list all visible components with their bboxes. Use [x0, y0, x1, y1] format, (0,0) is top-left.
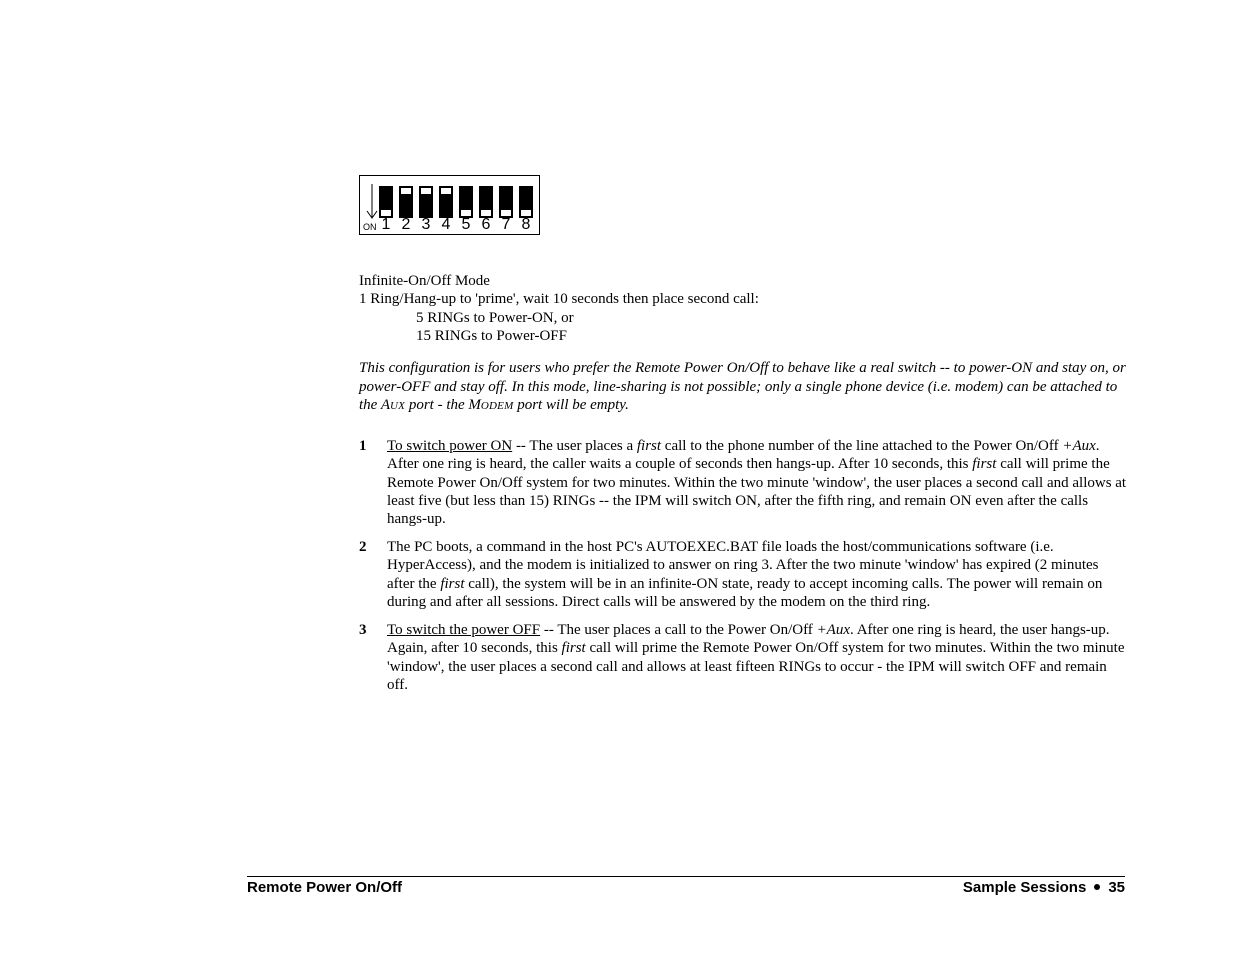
switch-number-2: 2: [401, 216, 411, 233]
switch-number-8: 8: [521, 216, 531, 233]
step-2: [359, 538, 1129, 611]
switch-number-5: 5: [461, 216, 471, 233]
footer-chapter-title: Remote Power On/Off: [247, 879, 403, 896]
on-label: ON: [363, 222, 377, 232]
dip-switch-8: [519, 186, 533, 218]
switch-number-3: 3: [421, 216, 431, 233]
switch-power-off-link: To switch the power OFF: [387, 622, 541, 638]
switch-number-4: 4: [441, 216, 451, 233]
switch-power-on-link: To switch power ON: [387, 438, 513, 454]
switch-number-7: 7: [501, 216, 511, 233]
step-number: 2: [359, 539, 367, 555]
step-3: [359, 621, 1129, 694]
switch-number-6: 6: [481, 216, 491, 233]
step-1: [359, 437, 1129, 528]
dip-switch-7: [499, 186, 513, 218]
configuration-note: This configuration is for users who prefer the Remote Power On/Off to behave like a real switch -- to power-ON and stay on, or power-OFF and stay off. In this mode, line-sharing is not possible; only a single phone device (i.e. modem) can be attached to the AUX port - the MODEM port will be empty.: [359, 360, 1126, 413]
dip-switch-4: [439, 186, 453, 218]
dip-switch-3: [419, 186, 433, 218]
arrow-down-icon: [365, 184, 379, 220]
footer-section-title: Sample Sessions: [962, 879, 1087, 896]
dip-switch-6: [479, 186, 493, 218]
page-number: 35: [1108, 879, 1125, 896]
dip-switch-diagram: [359, 175, 540, 235]
mode-power-on-line: 5 RINGs to Power-ON, or: [416, 310, 574, 326]
switch-number-1: 1: [381, 216, 391, 233]
footer-section: [963, 879, 1125, 897]
step-text: The PC boots, a command in the host PC's AUTOEXEC.BAT file loads the host/communications software (i.e. HyperAccess), and the modem is initialized to answer on ring 3. After the two minute 'window' has expired (2 minutes after the first call), the system will be in an infinite-ON state, ready to accept incoming calls. The power will remain on during and after all sessions. Direct calls will be answered by the modem on the third ring.: [387, 539, 1103, 610]
dip-switch-5: [459, 186, 473, 218]
footer-divider: [247, 876, 1125, 877]
dip-switch-1: [379, 186, 393, 218]
mode-power-off-line: 15 RINGs to Power-OFF: [416, 328, 567, 344]
step-text: To switch the power OFF -- The user places a call to the Power On/Off +Aux. After one ring is heard, the user hangs-up. Again, after 10 seconds, this first call will prime the Remote Power On/Off system for two minutes. Within the two minute 'window', the user places a second call and allows at least fifteen RINGs to occur - the IPM will switch OFF and remain off.: [387, 622, 1125, 693]
dip-switch-2: [399, 186, 413, 218]
step-number: 1: [359, 438, 367, 454]
mode-title: Infinite-On/Off Mode: [359, 273, 490, 289]
step-number: 3: [359, 622, 367, 638]
mode-instruction: 1 Ring/Hang-up to 'prime', wait 10 seconds then place second call:: [359, 291, 759, 307]
step-text: To switch power ON -- The user places a first call to the phone number of the line attached to the Power On/Off +Aux. After one ring is heard, the caller waits a couple of seconds then hangs-up. After 10 seconds, this first call will prime the Remote Power On/Off system for two minutes. Within the two minute 'window', the user places a second call and allows at least five (but less than 15) RINGs -- the IPM will switch ON, after the fifth ring, and remain ON even after the calls hangs-up.: [387, 438, 1127, 528]
bullet-icon: [1094, 884, 1100, 890]
